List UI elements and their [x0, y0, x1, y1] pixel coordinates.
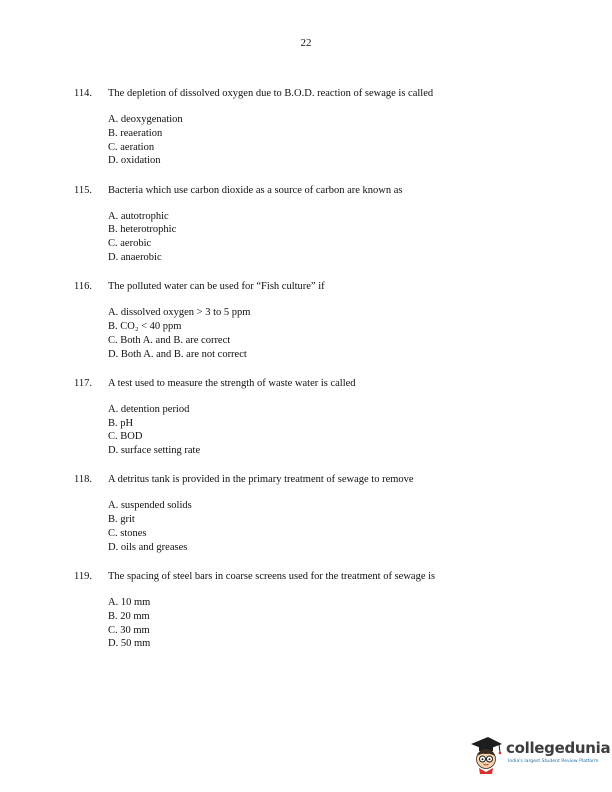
option-a: A. detention period [108, 403, 190, 415]
option-d: D. oxidation [108, 155, 161, 167]
option-b: B. heterotrophic [108, 224, 177, 236]
option-a: A. dissolved oxygen > 3 to 5 ppm [108, 307, 251, 319]
option-d: D. Both A. and B. are not correct [108, 348, 247, 360]
option-b: B. pH [108, 417, 134, 429]
option-list [108, 306, 250, 361]
option-b: B. CO₂ < 40 ppm [108, 320, 182, 332]
question-number: 119. [74, 570, 92, 582]
option-list [108, 596, 150, 651]
question-item [74, 377, 574, 474]
option-b: B. 20 mm [108, 610, 150, 622]
option-b: B. reaeration [108, 127, 163, 139]
option-list [108, 113, 183, 168]
option-c: C. BOD [108, 431, 143, 443]
logo-name: collegedunia [506, 739, 611, 757]
question-text: The polluted water can be used for “Fish culture” if [108, 281, 325, 293]
question-number: 117. [74, 377, 92, 389]
question-item [74, 184, 574, 281]
option-c: C. aeration [108, 141, 155, 153]
option-c: C. aerobic [108, 238, 152, 250]
page-number: 22 [300, 37, 312, 49]
question-number: 116. [74, 281, 92, 293]
option-d: D. oils and greases [108, 541, 188, 553]
question-item [74, 280, 574, 377]
option-a: A. suspended solids [108, 500, 192, 512]
option-c: C. 30 mm [108, 624, 150, 636]
option-list [108, 403, 200, 458]
option-a: A. autotrophic [108, 210, 169, 222]
footer-logo[interactable] [468, 735, 611, 775]
question-text: A test used to measure the strength of waste water is called [108, 377, 356, 389]
question-number: 118. [74, 474, 92, 486]
question-item [74, 473, 574, 570]
question-text: Bacteria which use carbon dioxide as a source of carbon are known as [108, 184, 403, 196]
question-number: 114. [74, 88, 92, 99]
option-d: D. surface setting rate [108, 445, 201, 457]
question-text: The spacing of steel bars in coarse screens used for the treatment of sewage is [108, 570, 436, 582]
question-item [74, 87, 574, 184]
logo-tagline: India's largest Student Review Platform [508, 759, 599, 764]
option-d: D. 50 mm [108, 638, 151, 650]
graduate-mascot-icon [468, 735, 504, 775]
option-c: C. stones [108, 527, 147, 539]
question-item [74, 570, 574, 667]
option-b: B. grit [108, 514, 135, 526]
question-number: 115. [74, 184, 92, 196]
question-list [74, 87, 574, 667]
option-list [108, 210, 176, 265]
option-a: A. 10 mm [108, 596, 151, 608]
option-a: A. deoxygenation [108, 114, 183, 125]
question-text: A detritus tank is provided in the primary treatment of sewage to remove [108, 474, 414, 486]
option-c: C. Both A. and B. are correct [108, 334, 231, 346]
option-d: D. anaerobic [108, 251, 162, 263]
question-text: The depletion of dissolved oxygen due to B.O.D. reaction of sewage is called [108, 88, 434, 99]
option-list [108, 499, 192, 554]
